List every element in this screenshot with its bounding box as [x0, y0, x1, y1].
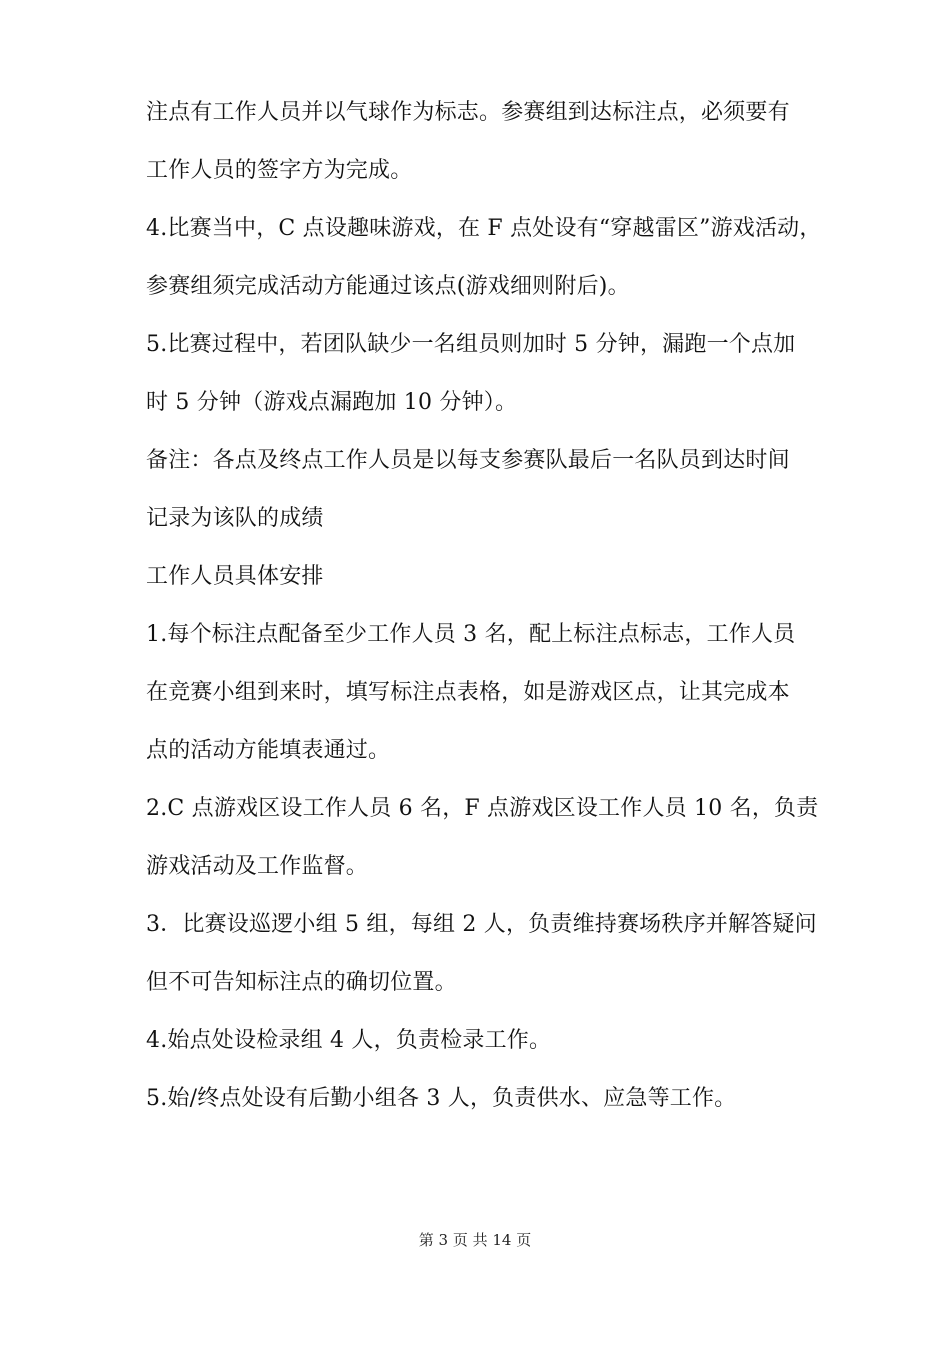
text-line: 1.每个标注点配备至少工作人员 3 名，配上标注点标志，工作人员 — [146, 622, 796, 647]
text-line: 5.比赛过程中，若团队缺少一名组员则加时 5 分钟，漏跑一个点加 — [146, 332, 796, 357]
text-line: 2.C 点游戏区设工作人员 6 名，F 点游戏区设工作人员 10 名，负责 — [146, 796, 819, 821]
page-footer: 第 3 页 共 14 页 — [418, 1231, 532, 1249]
note-line: 备注：各点及终点工作人员是以每支参赛队最后一名队员到达时间 — [146, 448, 790, 473]
text-line: 5.始/终点处设有后勤小组各 3 人，负责供水、应急等工作。 — [146, 1086, 737, 1111]
text-line: 4.比赛当中，C 点设趣味游戏，在 F 点处设有“穿越雷区”游戏活动， — [146, 216, 822, 241]
text-line: 游戏活动及工作监督。 — [146, 854, 369, 879]
text-line: 工作人员的签字方为完成。 — [146, 158, 413, 183]
text-line: 但不可告知标注点的确切位置。 — [146, 970, 457, 995]
text-line: 在竞赛小组到来时，填写标注点表格，如是游戏区点，让其完成本 — [146, 680, 790, 705]
section-heading: 工作人员具体安排 — [146, 564, 324, 589]
text-line: 4.始点处设检录组 4 人，负责检录工作。 — [146, 1028, 552, 1053]
text-line: 点的活动方能填表通过。 — [146, 738, 391, 763]
text-line: 参赛组须完成活动方能通过该点(游戏细则附后)。 — [146, 274, 630, 299]
note-line: 记录为该队的成绩 — [146, 506, 324, 531]
text-line: 注点有工作人员并以气球作为标志。参赛组到达标注点，必须要有 — [146, 100, 790, 125]
text-line: 3．比赛设巡逻小组 5 组，每组 2 人，负责维持赛场秩序并解答疑问 — [146, 912, 817, 937]
body-text — [146, 84, 822, 1128]
text-line: 时 5 分钟（游戏点漏跑加 10 分钟）。 — [146, 390, 518, 415]
